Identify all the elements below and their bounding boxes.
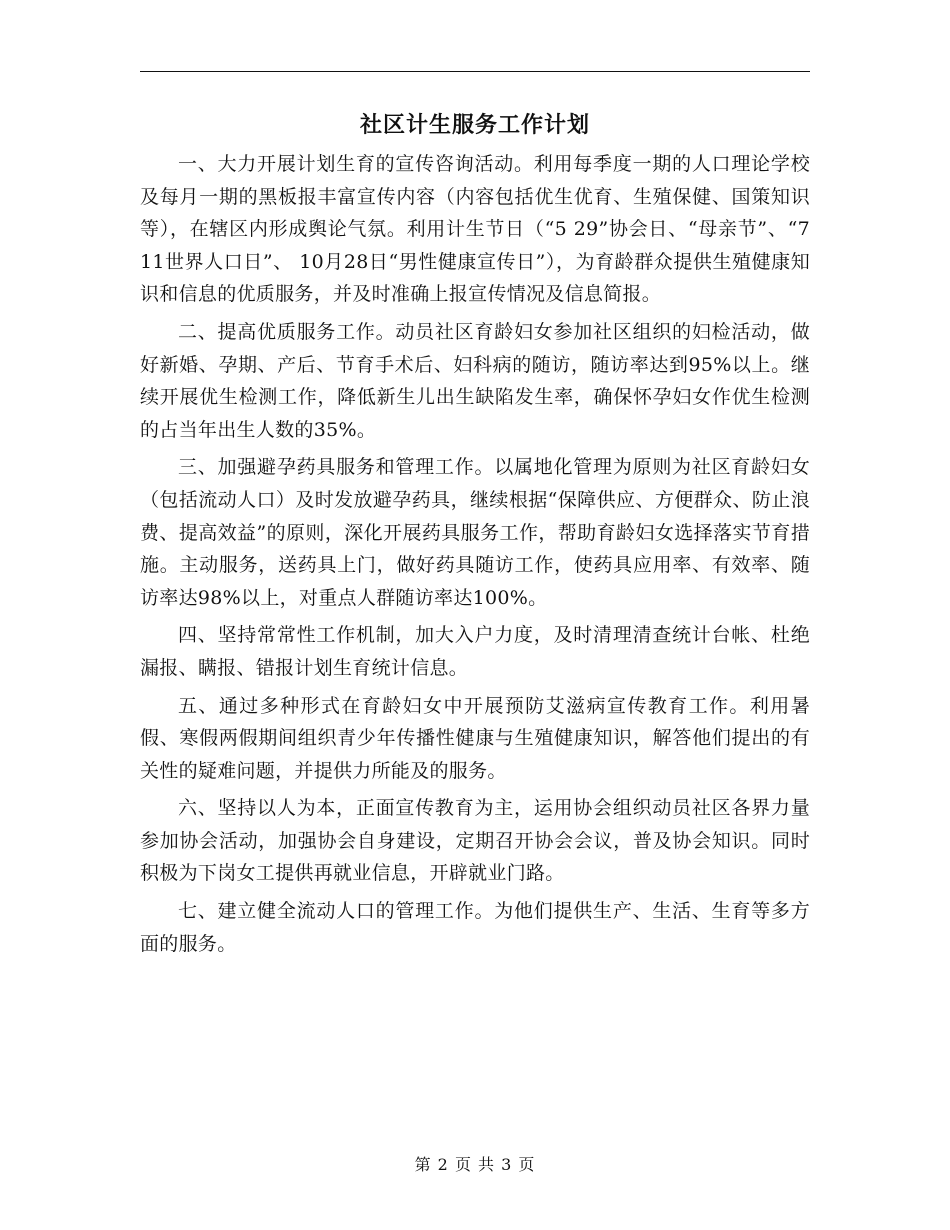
document-body [140, 148, 810, 965]
page-number: 第 2 页 共 3 页 [414, 1155, 536, 1174]
document-title: 社区计生服务工作计划 [359, 112, 590, 138]
paragraph-5: 五、通过多种形式在育龄妇女中开展预防艾滋病宣传教育工作。利用暑假、寒假两假期间组织青少年传播性健康与生殖健康知识，解答他们提出的有关性的疑难问题，并提供力所能及的服务。 [140, 694, 810, 782]
paragraph-4: 四、坚持常常性工作机制，加大入户力度，及时清理清查统计台帐、杜绝漏报、瞒报、错报计划生育统计信息。 [140, 624, 810, 679]
header-rule [140, 71, 810, 72]
paragraph-6: 六、坚持以人为本，正面宣传教育为主，运用协会组织动员社区各界力量参加协会活动，加强协会自身建设，定期召开协会会议，普及协会知识。同时积极为下岗女工提供再就业信息，开辟就业门路。 [140, 797, 810, 885]
paragraph-1: 一、大力开展计划生育的宣传咨询活动。利用每季度一期的人口理论学校及每月一期的黑板报丰富宣传内容（内容包括优生优育、生殖保健、国策知识等），在辖区内形成舆论气氛。利用计生节日（“5 29”协会日、“母亲节”、“7 11世界人口日”、 10月28日“男性健康宣传日”），为育龄群众提供生殖健康知识和信息的优质服务，并及时准确上报宣传情况及信息简报。 [140, 153, 810, 306]
paragraph-2: 二、提高优质服务工作。动员社区育龄妇女参加社区组织的妇检活动，做好新婚、孕期、产后、节育手术后、妇科病的随访，随访率达到95%以上。继续开展优生检测工作，降低新生儿出生缺陷发生率，确保怀孕妇女作优生检测的占当年出生人数的35%。 [140, 320, 810, 441]
paragraph-3: 三、加强避孕药具服务和管理工作。以属地化管理为原则为社区育龄妇女（包括流动人口）及时发放避孕药具，继续根据“保障供应、方便群众、防止浪费、提高效益”的原则，深化开展药具服务工作，帮助育龄妇女选择落实节育措施。主动服务，送药具上门，做好药具随访工作，使药具应用率、有效率、随访率达98%以上，对重点人群随访率达100%。 [140, 456, 810, 609]
paragraph-7: 七、建立健全流动人口的管理工作。为他们提供生产、生活、生育等多方面的服务。 [140, 900, 810, 955]
